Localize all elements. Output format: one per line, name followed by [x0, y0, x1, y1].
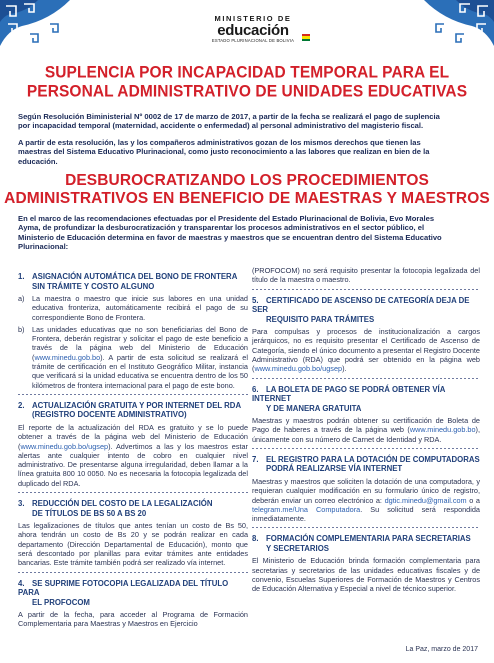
section-8-title	[252, 534, 480, 553]
section-7-title	[252, 455, 480, 474]
section-2-text-2: ). Advertimos a las y los maestros estar alertas ante cualquier intento de cobro en cualquier nivel administrativo. De presentarse alguna irregularidad, deben llamar a la línea gratuita 800 10 0050. No es necesaria la fotocopia legalizada del duplicado del RDA.	[18, 441, 248, 488]
intro2-line2: maestras del Sistema Educativo Plurinacional, como justo reconocimiento a las labores que realizan en bien de la	[18, 147, 430, 157]
section-5-text	[252, 327, 480, 373]
intro2-line3: educación.	[18, 156, 58, 166]
section-3-text: Las legalizaciones de títulos que antes tenían un costo de Bs 50, ahora tendrán un costo de Bs 20 y se podrán realizar en cada departamento (Dirección Departamental de Educación), monto que será descontado por planillas para evitar trámites ante entidades bancarias. Este trámite también podrá ser realizado vía internet.	[18, 521, 248, 568]
section-5-title-b: REQUISITO PARA TRÁMITES	[266, 314, 375, 324]
section-6-text-1: Maestras y maestros podrán obtener su certificación de Boleta de Pago de haberes a través de la página web (	[252, 416, 480, 435]
bolivia-flag-icon	[302, 34, 310, 41]
section-5-number: 5.	[252, 295, 259, 305]
main-title-line2: PERSONAL ADMINISTRATIVO DE UNIDADES EDUCATIVAS	[26, 83, 468, 101]
section-4-title	[18, 579, 248, 608]
section-1-title-b: SIN TRÁMITE Y COSTO ALGUNO	[32, 281, 155, 291]
intro-paragraph-1	[18, 112, 478, 131]
section-1-item-a	[18, 294, 248, 322]
section-7-text-3: . Su solicitud será respondida inmediatamente.	[252, 504, 480, 524]
section-5-title	[252, 296, 480, 325]
section-4-title-a: SE SUPRIME FOTOCOPIA LEGALIZADA DEL TÍTULO PARA	[18, 578, 229, 598]
second-title-line1: DESBUROCRATIZANDO LOS PROCEDIMIENTOS	[65, 172, 429, 189]
section-2-number: 2.	[18, 400, 25, 410]
main-title-line1: SUPLENCIA POR INCAPACIDAD TEMPORAL PARA EL	[44, 64, 450, 82]
decorative-pattern-right	[384, 0, 494, 62]
logo-top-text: MINISTERIO DE	[214, 14, 292, 23]
right-column	[252, 266, 480, 597]
divider	[18, 394, 248, 395]
minedu-link[interactable]: www.minedu.gob.bo	[34, 352, 101, 362]
item-b-text-1: Las unidades educativas que no son beneficiarias del Bono de Frontera, deberán registrar y solicitar el pago de este beneficio a través de la página web del Ministerio de Educación (	[32, 324, 248, 362]
section-3-number: 3.	[18, 499, 25, 509]
second-title	[0, 172, 494, 208]
logo-main-text: educación	[217, 22, 289, 39]
section-7-text-2: o a	[466, 495, 480, 505]
section-4-title-b: EL PROFOCOM	[32, 597, 90, 607]
section-2-title	[18, 401, 248, 420]
section-3-title-a: REDUCCIÓN DEL COSTO DE LA LEGALIZACIÓN	[32, 499, 213, 509]
section-2-text-1: El reporte de la actualización del RDA es gratuito y se lo puede obtener a través de la página web del Ministerio de Educación (	[18, 422, 248, 451]
section-4-text: A partir de la fecha, para acceder al Programa de Formación Complementaria para Maestras y Maestros en Ejercicio	[18, 610, 248, 629]
section-1-title-a: ASIGNACIÓN AUTOMÁTICA DEL BONO DE FRONTERA	[32, 272, 238, 281]
minedu-link-2[interactable]: www.minedu.gob.bo	[409, 425, 476, 435]
section-2-text	[18, 423, 248, 488]
ministry-logo	[198, 14, 308, 43]
section-7-number: 7.	[252, 454, 259, 464]
section-5-text-1: Para compulsas y procesos de institucionalización a cargos jerárquicos, no es requisito presentar el Certificado de Ascenso de Categoría, siendo el único documento a presentar el Registro Docente Administrativo (RDA) que podrá ser obtenido en la página web (	[252, 327, 480, 374]
item-b-text-2: ). A partir de esta solicitud se realizará el trámite de certificación en el Instituto Geográfico Militar, instancia que verificará si la unidad educativa se encuentra dentro de los 50 kilómetros de frontera internacional para el pago de este bono.	[32, 352, 248, 390]
item-b-mark: b)	[18, 324, 25, 334]
item-a-mark: a)	[18, 294, 25, 303]
section-6-text	[252, 416, 480, 444]
intro-paragraph-3	[18, 214, 478, 252]
intro3-line2: Ayma, de profundizar la desburocratización y transparentar los procesos administrativos en el sector público, el	[18, 223, 425, 233]
header-banner	[0, 0, 494, 62]
section-7-title-b: PODRÁ REALIZARSE VÍA INTERNET	[266, 464, 403, 474]
divider	[252, 289, 480, 290]
intro1-line1: Según Resolución Biministerial Nº 0002 de 17 de marzo de 2017, a partir de la fecha se realizará el pago de suplencia	[18, 112, 440, 121]
email-link[interactable]: dgtic.minedu@gmail.com	[384, 495, 467, 505]
divider	[18, 572, 248, 573]
decorative-pattern-left	[0, 0, 110, 62]
item-a-text: La maestra o maestro que inicie sus labores en una unidad educativa fronteriza, automáticamente recibirá el pago de su correspondiente Bono de Frontera.	[32, 294, 248, 322]
section-6-text-2: ), únicamente con su número de Carnet de Identidad y RDA.	[252, 425, 480, 444]
section-8-number: 8.	[252, 534, 259, 544]
ugsep-link-2[interactable]: www.minedu.gob.bo/ugsep	[254, 364, 343, 374]
section-2-title-b: (REGISTRO DOCENTE ADMINISTRATIVO)	[32, 410, 187, 420]
telegram-link[interactable]: telegram.me/Una Computadora	[252, 504, 361, 514]
section-3-title-b: DE TÍTULOS DE BS 50 A BS 20	[32, 508, 147, 518]
second-title-line2: ADMINISTRATIVOS EN BENEFICIO DE MAESTRAS Y MAESTROS	[4, 190, 490, 207]
divider	[252, 378, 480, 379]
section-8-title-b: Y SECRETARIOS	[266, 543, 329, 553]
section-7-title-a: EL REGISTRO PARA LA DOTACIÓN DE COMPUTADORAS	[266, 454, 480, 464]
section-5-title-a: CERTIFICADO DE ASCENSO DE CATEGORÍA DEJA DE SER	[252, 295, 470, 315]
section-8-text: El Ministerio de Educación brinda formación complementaria para secretarias y secretarios de las unidades educativas fiscales y de convenio, Escuelas Superiores de Formación de Maestros y Centros de Educación Alternativa y Especial a nivel de técnico superior.	[252, 556, 480, 594]
main-title	[0, 64, 494, 102]
logo-sub-text: ESTADO PLURINACIONAL DE BOLIVIA	[211, 38, 295, 43]
section-1-number: 1.	[18, 272, 25, 281]
section-6-number: 6.	[252, 384, 259, 394]
section-1-title	[18, 272, 248, 291]
section-2-title-a: ACTUALIZACIÓN GRATUITA Y POR INTERNET DEL RDA	[32, 400, 242, 410]
divider	[252, 448, 480, 449]
section-1-item-b	[18, 325, 248, 390]
section-5-text-2: ).	[342, 364, 347, 374]
intro1-line2: por incapacidad temporal (maternidad, accidente o enfermedad) al personal administrativo del magisterio fiscal.	[18, 121, 424, 131]
section-7-text-1: Maestras y maestros que soliciten la dotación de una computadora, y requieran cualquier modificación en su formulario único de registro, deberán enviar un correo electrónico a:	[252, 476, 480, 505]
section-4-number: 4.	[18, 578, 25, 588]
ugsep-link[interactable]: www.minedu.gob.bo/ugsep	[20, 441, 109, 451]
item-b-text	[32, 325, 248, 390]
intro3-line3: Ministerio de Educación determina en favor de maestras y maestros que se encuentran dentro del Sistema Educativo	[18, 232, 442, 242]
intro3-line4: Plurinacional:	[18, 242, 69, 252]
section-4-text-continued: (PROFOCOM) no será requisito presentar la fotocopia legalizada del título de la maestra o maestro.	[252, 266, 480, 285]
left-column	[18, 266, 248, 632]
section-6-title	[252, 385, 480, 414]
divider	[252, 527, 480, 528]
section-7-text	[252, 477, 480, 523]
section-3-title	[18, 499, 248, 518]
intro3-line1: En el marco de las recomendaciones efectuadas por el Presidente del Estado Plurinacional de Bolivia, Evo Morales	[18, 214, 435, 223]
intro-paragraph-2	[18, 138, 478, 166]
intro2-line1: A partir de esta resolución, las y los compañeros administrativos gozan de los mismos derechos que tienen las	[18, 138, 421, 147]
divider	[18, 492, 248, 493]
section-6-title-b: Y DE MANERA GRATUITA	[266, 403, 362, 413]
section-8-title-a: FORMACIÓN COMPLEMENTARIA PARA SECRETARIAS	[266, 534, 471, 544]
footer-date: La Paz, marzo de 2017	[405, 646, 478, 653]
section-6-title-a: LA BOLETA DE PAGO SE PODRÁ OBTENER VÍA INTERNET	[252, 384, 446, 404]
